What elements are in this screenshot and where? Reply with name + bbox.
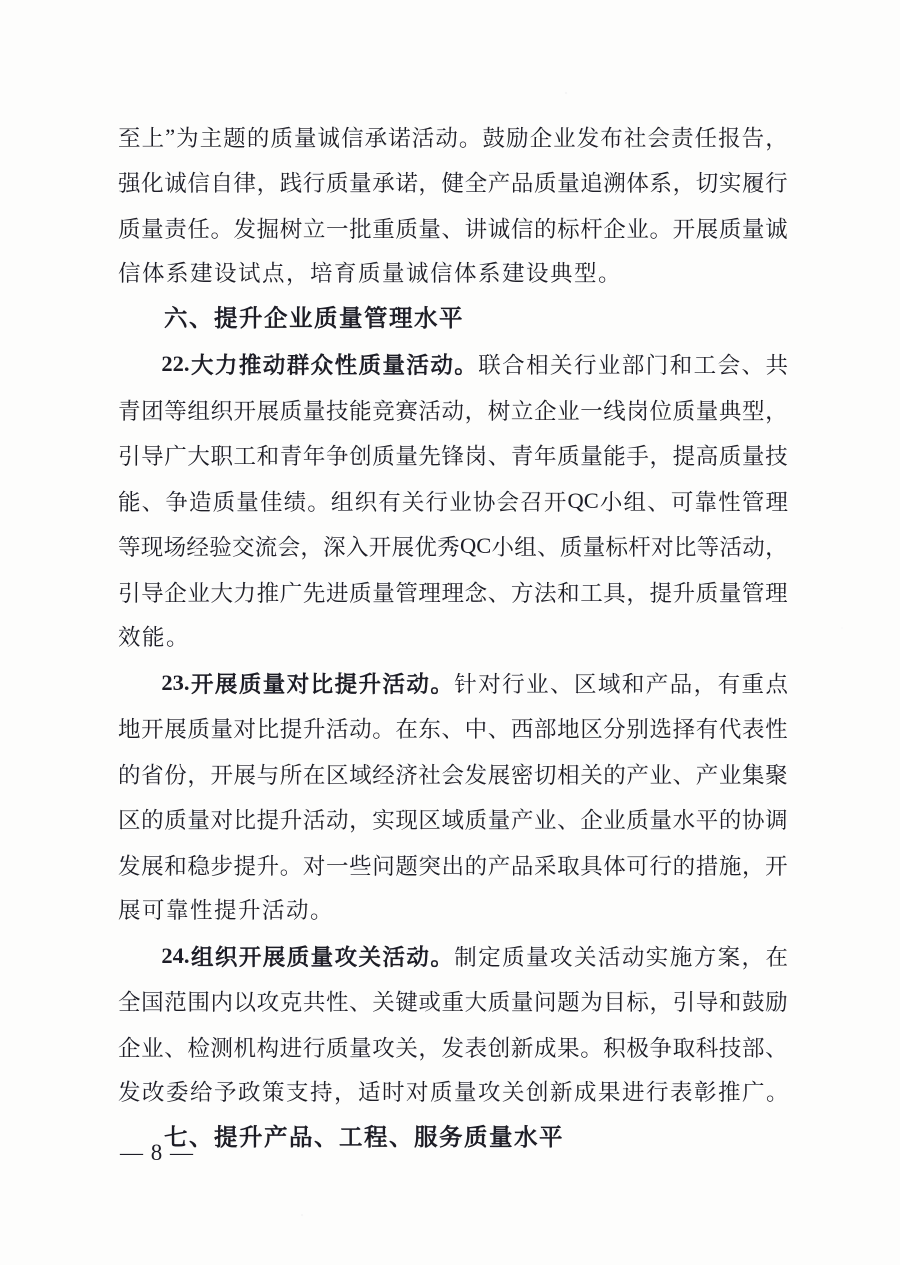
text-line: 的 省 份 ， 开 展 与 所 在 区 域 经 济 社 会 发 展 密 切 相 关 的 产 业 、 产 业 集 聚 — [118, 762, 788, 788]
text-line: 发改委给予政策支持，适时对质量攻关创新成果进行表彰推广。 — [118, 1079, 791, 1105]
text-line: 24. 组 织 开 展 质 量 攻 关 活 动 。 制 定 质 量 攻 关 活 动 实 施 方 案 ， 在 — [161, 942, 788, 970]
text-line: 展可靠性提升活动。 — [118, 897, 335, 923]
page-number: — 8 — — [120, 1140, 194, 1165]
text-line: 发 展 和 稳 步 提 升 。 对 一 些 问 题 突 出 的 产 品 采 取 具 体 可 行 的 措 施 ， 开 — [118, 853, 788, 879]
text-line: 质 量 责 任 。 发 掘 树 立 一 批 重 质 量 、 讲 诚 信 的 标 杆 企 业 。 开 展 质 量 诚 — [118, 216, 788, 242]
text-line: 全 国 范 围 内 以 攻 克 共 性 、 关 键 或 重 大 质 量 问 题 为 目 标 ， 引 导 和 鼓 励 — [118, 990, 788, 1016]
text-line: 效能。 — [118, 624, 191, 650]
text-line: 引 导 广 大 职 工 和 青 年 争 创 质 量 先 锋 岗 、 青 年 质 量 能 手 ， 提 高 质 量 技 — [118, 444, 788, 470]
text-line: 企 业 、 检 测 机 构 进 行 质 量 攻 关 ， 发 表 创 新 成 果 。 积 极 争 取 科 技 部 、 — [118, 1035, 788, 1061]
text-line: 信体系建设试点，培育质量诚信体系建设典型。 — [118, 260, 623, 286]
section-heading: 七、提升产品、工程、服务质量水平 — [164, 1124, 564, 1150]
text-line: 能 、 争 造 质 量 佳 绩 。 组 织 有 关 行 业 协 会 召 开 QC 小 组 、 可 靠 性 管 理 — [118, 487, 788, 515]
text-line: 至 上 ” 为 主 题 的 质 量 诚 信 承 诺 活 动 。 鼓 励 企 业 发 布 社 会 责 任 报 告 ， — [118, 123, 788, 151]
text-line: 青 团 等 组 织 开 展 质 量 技 能 竞 赛 活 动 ， 树 立 企 业 一 线 岗 位 质 量 典 型 ， — [118, 398, 788, 424]
text-line: 22. 大 力 推 动 群 众 性 质 量 活 动 。 联 合 相 关 行 业 部 门 和 工 会 、 共 — [161, 351, 788, 379]
text-line: 23. 开 展 质 量 对 比 提 升 活 动 。 针 对 行 业 、 区 域 和 产 品 ， 有 重 点 — [161, 669, 788, 697]
text-line: 区 的 质 量 对 比 提 升 活 动 ， 实 现 区 域 质 量 产 业 、 企 业 质 量 水 平 的 协 调 — [118, 808, 788, 834]
text-line: 地 开 展 质 量 对 比 提 升 活 动 。 在 东 、 中 、 西 部 地 区 分 别 选 择 有 代 表 性 — [118, 717, 788, 743]
text-line: 等 现 场 经 验 交 流 会 ， 深 入 开 展 优 秀 QC 小 组 、 质 量 标 杆 对 比 等 活 动 ， — [118, 533, 788, 561]
text-line: 强 化 诚 信 自 律 ， 践 行 质 量 承 诺 ， 健 全 产 品 质 量 追 溯 体 系 ， 切 实 履 行 — [118, 171, 788, 197]
section-heading: 六、提升企业质量管理水平 — [164, 305, 464, 331]
text-line: 引 导 企 业 大 力 推 广 先 进 质 量 管 理 理 念 、 方 法 和 工 具 ， 提 升 质 量 管 理 — [118, 580, 788, 606]
document-body — [118, 114, 791, 1161]
